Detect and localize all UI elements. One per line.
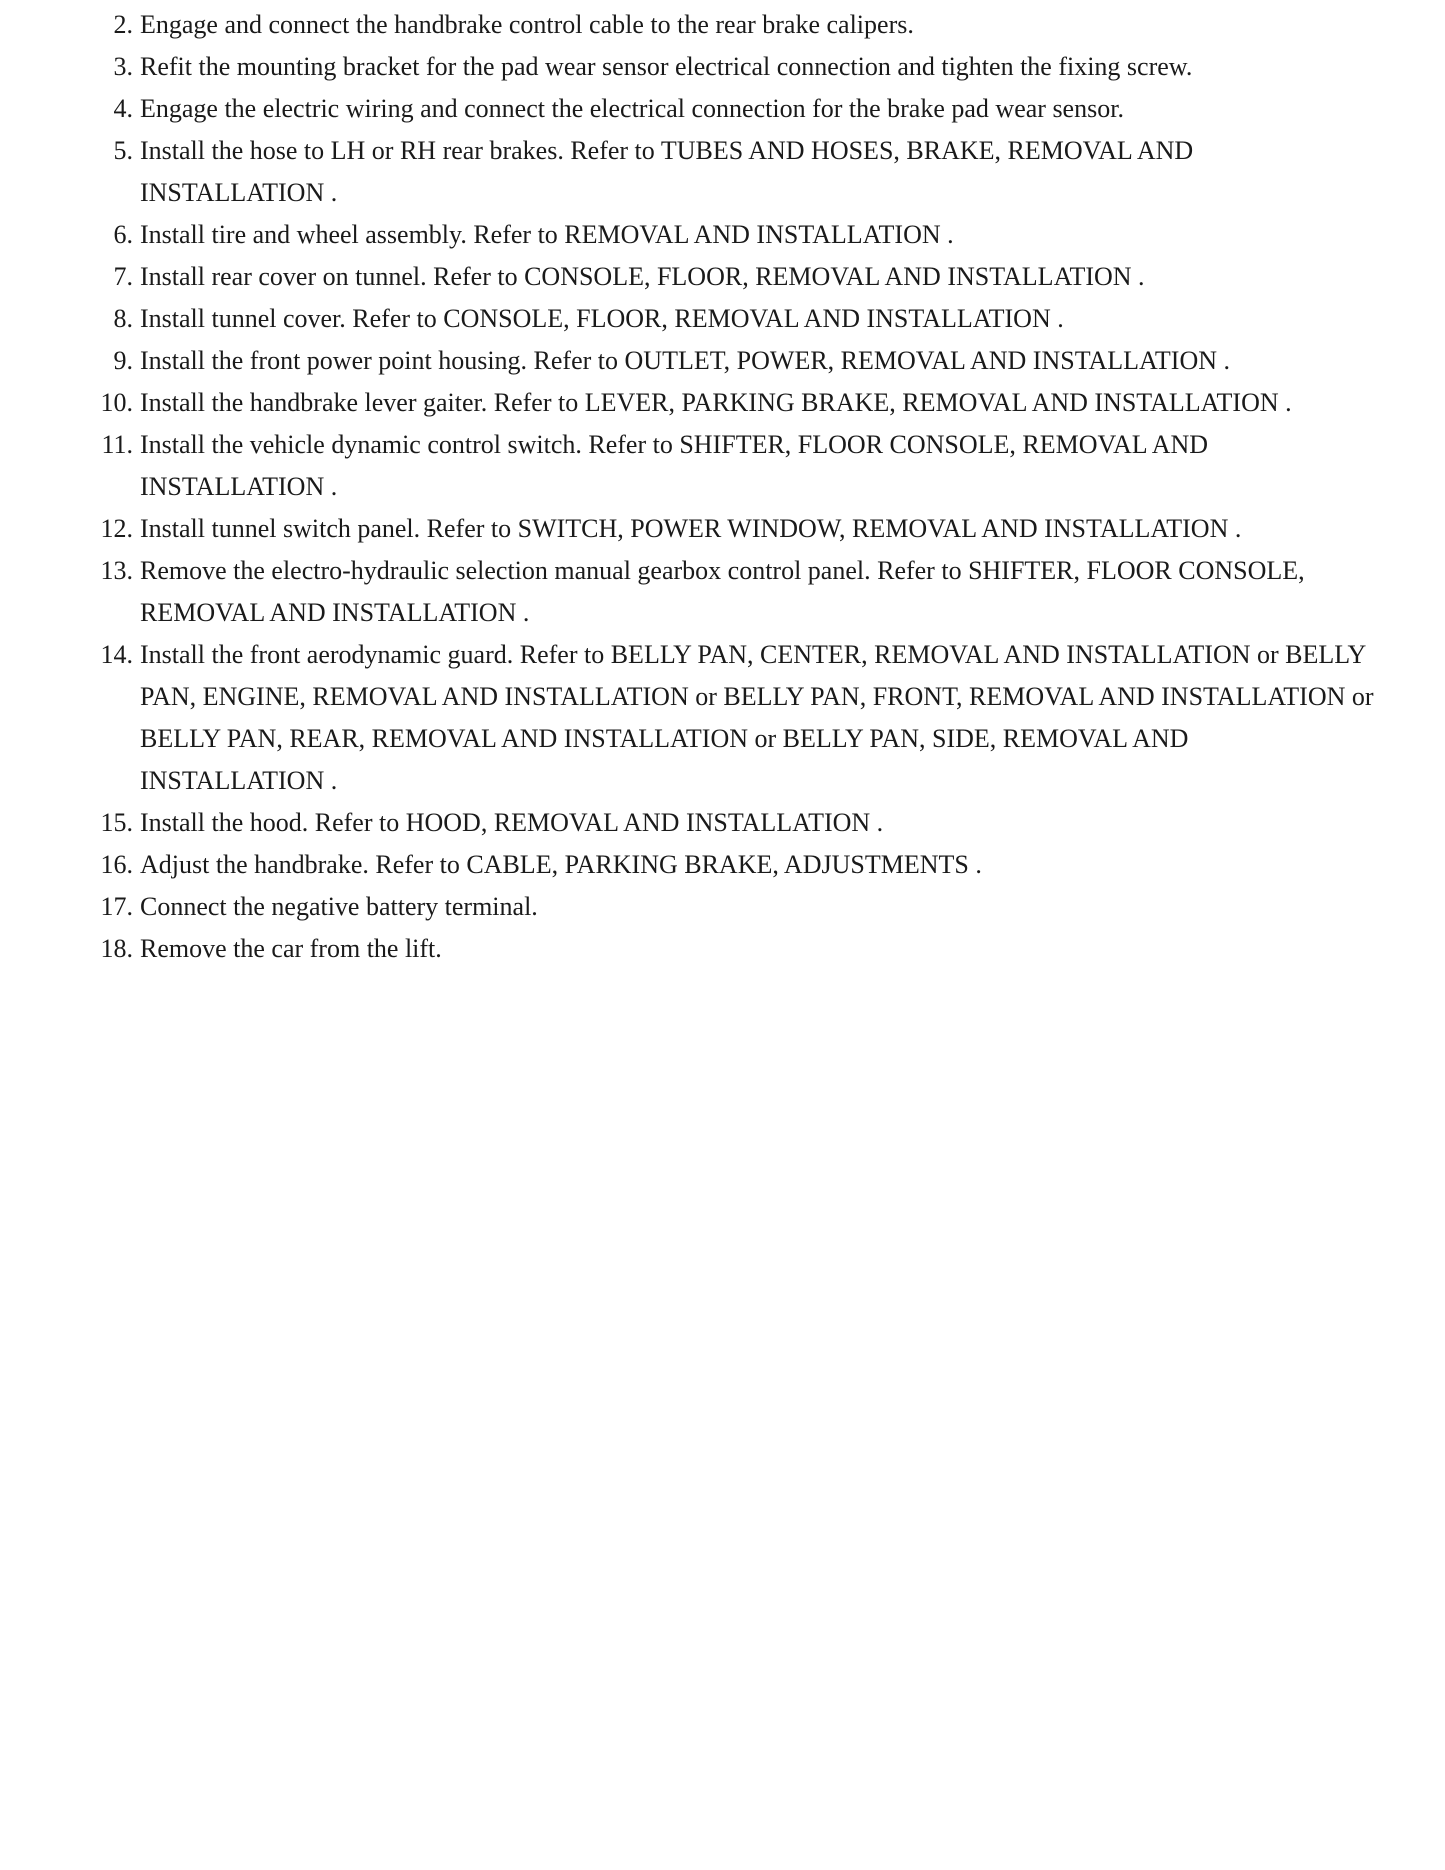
step-16 [0, 844, 1445, 886]
step-text: Refit the mounting bracket for the pad wear sensor electrical connection and tighten the fixing screw. [140, 52, 1193, 81]
step-17 [0, 886, 1445, 928]
step-text: Install the handbrake lever gaiter. Refer to LEVER, PARKING BRAKE, REMOVAL AND INSTALLATION . [140, 388, 1292, 417]
step-text: Install the hose to LH or RH rear brakes. Refer to TUBES AND HOSES, BRAKE, REMOVAL AND INSTALLATION . [140, 136, 1194, 207]
step-number: 4. [113, 94, 133, 123]
step-12 [0, 508, 1445, 550]
step-number: 6. [113, 220, 133, 249]
step-number: 13. [100, 556, 133, 585]
step-2 [0, 4, 1445, 46]
step-14 [0, 634, 1445, 802]
step-text: Connect the negative battery terminal. [140, 892, 538, 921]
step-text: Adjust the handbrake. Refer to CABLE, PARKING BRAKE, ADJUSTMENTS . [140, 850, 982, 879]
step-number: 12. [100, 514, 133, 543]
step-number: 18. [100, 934, 133, 963]
step-number: 8. [113, 304, 133, 333]
step-text: Install the front power point housing. Refer to OUTLET, POWER, REMOVAL AND INSTALLATION . [140, 346, 1231, 375]
step-number: 9. [113, 346, 133, 375]
step-15 [0, 802, 1445, 844]
step-number: 16. [100, 850, 133, 879]
step-text: Engage the electric wiring and connect the electrical connection for the brake pad wear sensor. [140, 94, 1124, 123]
step-3 [0, 46, 1445, 88]
step-number: 3. [113, 52, 133, 81]
step-6 [0, 214, 1445, 256]
step-text: Install tire and wheel assembly. Refer to REMOVAL AND INSTALLATION . [140, 220, 954, 249]
step-number: 10. [100, 388, 133, 417]
step-number: 14. [100, 640, 133, 669]
step-13 [0, 550, 1445, 634]
step-text: Install the vehicle dynamic control switch. Refer to SHIFTER, FLOOR CONSOLE, REMOVAL AND INSTALLATION . [140, 430, 1209, 501]
step-text: Remove the car from the lift. [140, 934, 442, 963]
step-7 [0, 256, 1445, 298]
step-text: Install the front aerodynamic guard. Refer to BELLY PAN, CENTER, REMOVAL AND INSTALLATION or BELLY PAN, ENGINE, REMOVAL AND INSTALLATION or BELLY PAN, FRONT, REMOVAL AND INSTALLATION or BELLY PAN, REAR, REMOVAL AND INSTALLATION or BELLY PAN, SIDE, REMOVAL AND INSTALLATION . [140, 640, 1374, 795]
step-8 [0, 298, 1445, 340]
step-10 [0, 382, 1445, 424]
step-text: Install rear cover on tunnel. Refer to CONSOLE, FLOOR, REMOVAL AND INSTALLATION . [140, 262, 1145, 291]
step-number: 7. [113, 262, 133, 291]
step-text: Install tunnel switch panel. Refer to SWITCH, POWER WINDOW, REMOVAL AND INSTALLATION . [140, 514, 1242, 543]
step-number: 17. [100, 892, 133, 921]
step-5 [0, 130, 1445, 214]
step-text: Install tunnel cover. Refer to CONSOLE, FLOOR, REMOVAL AND INSTALLATION . [140, 304, 1064, 333]
step-18 [0, 928, 1445, 970]
step-number: 5. [113, 136, 133, 165]
step-text: Remove the electro-hydraulic selection manual gearbox control panel. Refer to SHIFTER, FLOOR CONSOLE, REMOVAL AND INSTALLATION . [140, 556, 1305, 627]
step-text: Engage and connect the handbrake control cable to the rear brake calipers. [140, 10, 914, 39]
step-number: 2. [113, 10, 133, 39]
step-11 [0, 424, 1445, 508]
step-text: Install the hood. Refer to HOOD, REMOVAL AND INSTALLATION . [140, 808, 884, 837]
step-number: 11. [101, 430, 133, 459]
step-9 [0, 340, 1445, 382]
step-number: 15. [100, 808, 133, 837]
step-4 [0, 88, 1445, 130]
